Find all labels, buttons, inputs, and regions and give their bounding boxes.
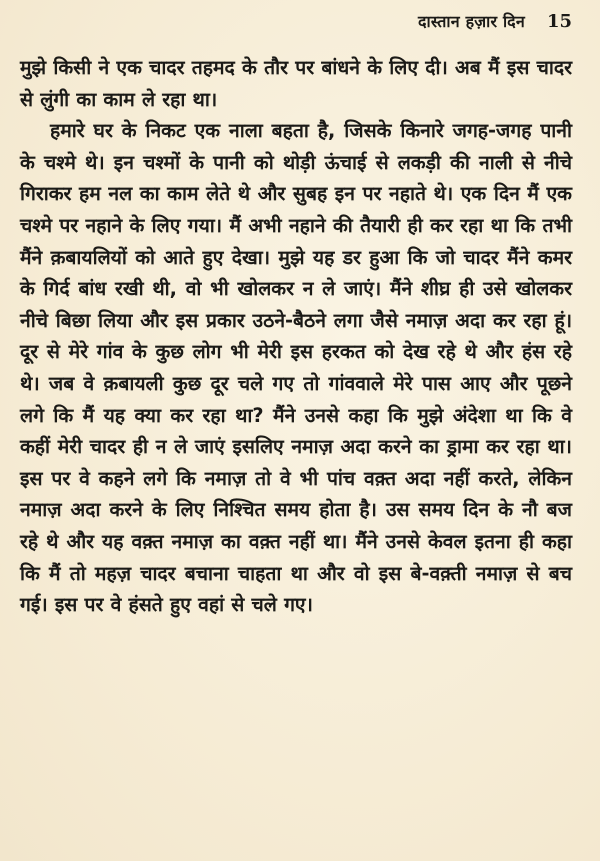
- paragraph-continuation: मुझे किसी ने एक चादर तहमद के तौर पर बांधने के लिए दी। अब मैं इस चादर से लुंगी का काम ले रहा था।: [20, 56, 572, 111]
- body-text: [20, 52, 572, 621]
- running-header: [20, 0, 572, 30]
- page-number: 15: [546, 11, 572, 32]
- book-title: दास्तान हज़ार दिन: [418, 12, 525, 31]
- paragraph-main: हमारे घर के निकट एक नाला बहता है, जिसके किनारे जगह-जगह पानी के चश्मे थे। इन चश्मों के पानी को थोड़ी ऊंचाई से लकड़ी की नाली से नीचे गिराकर हम नल का काम लेते थे और सुबह इन पर नहाते थे। एक दिन मैं एक चश्मे पर नहाने के लिए गया। मैं अभी नहाने की तैयारी ही कर रहा था कि तभी मैंने क़बायलियों को आते हुए देखा। मुझे यह डर हुआ कि जो चादर मैंने कमर के गिर्द बांध रखी थी, वो भी खोलकर न ले जाएं। मैंने शीघ्र ही उसे खोलकर नीचे बिछा लिया और इस प्रकार उठने-बैठने लगा जैसे नमाज़ अदा कर रहा हूं। दूर से मेरे गांव के कुछ लोग भी मेरी इस हरकत को देख रहे थे और हंस रहे थे। जब वे क़बायली कुछ दूर चले गए तो गांववाले मेरे पास आए और पूछने लगे कि मैं यह क्या कर रहा था? मैंने उनसे कहा कि मुझे अंदेशा था कि वे कहीं मेरी चादर ही न ले जाएं इसलिए नमाज़ अदा करने का ड्रामा कर रहा था। इस पर वे कहने लगे कि नमाज़ तो वे भी पांच वक़्त अदा नहीं करते, लेकिन नमाज़ अदा करने के लिए निश्चित समय होता है। उस समय दिन के नौ बज रहे थे और यह वक़्त नमाज़ का वक़्त नहीं था। मैंने उनसे केवल इतना ही कहा कि मैं तो महज़ चादर बचाना चाहता था और वो इस बे-वक़्ती नमाज़ से बच गई। इस पर वे हंसते हुए वहां से चले गए।: [20, 119, 572, 617]
